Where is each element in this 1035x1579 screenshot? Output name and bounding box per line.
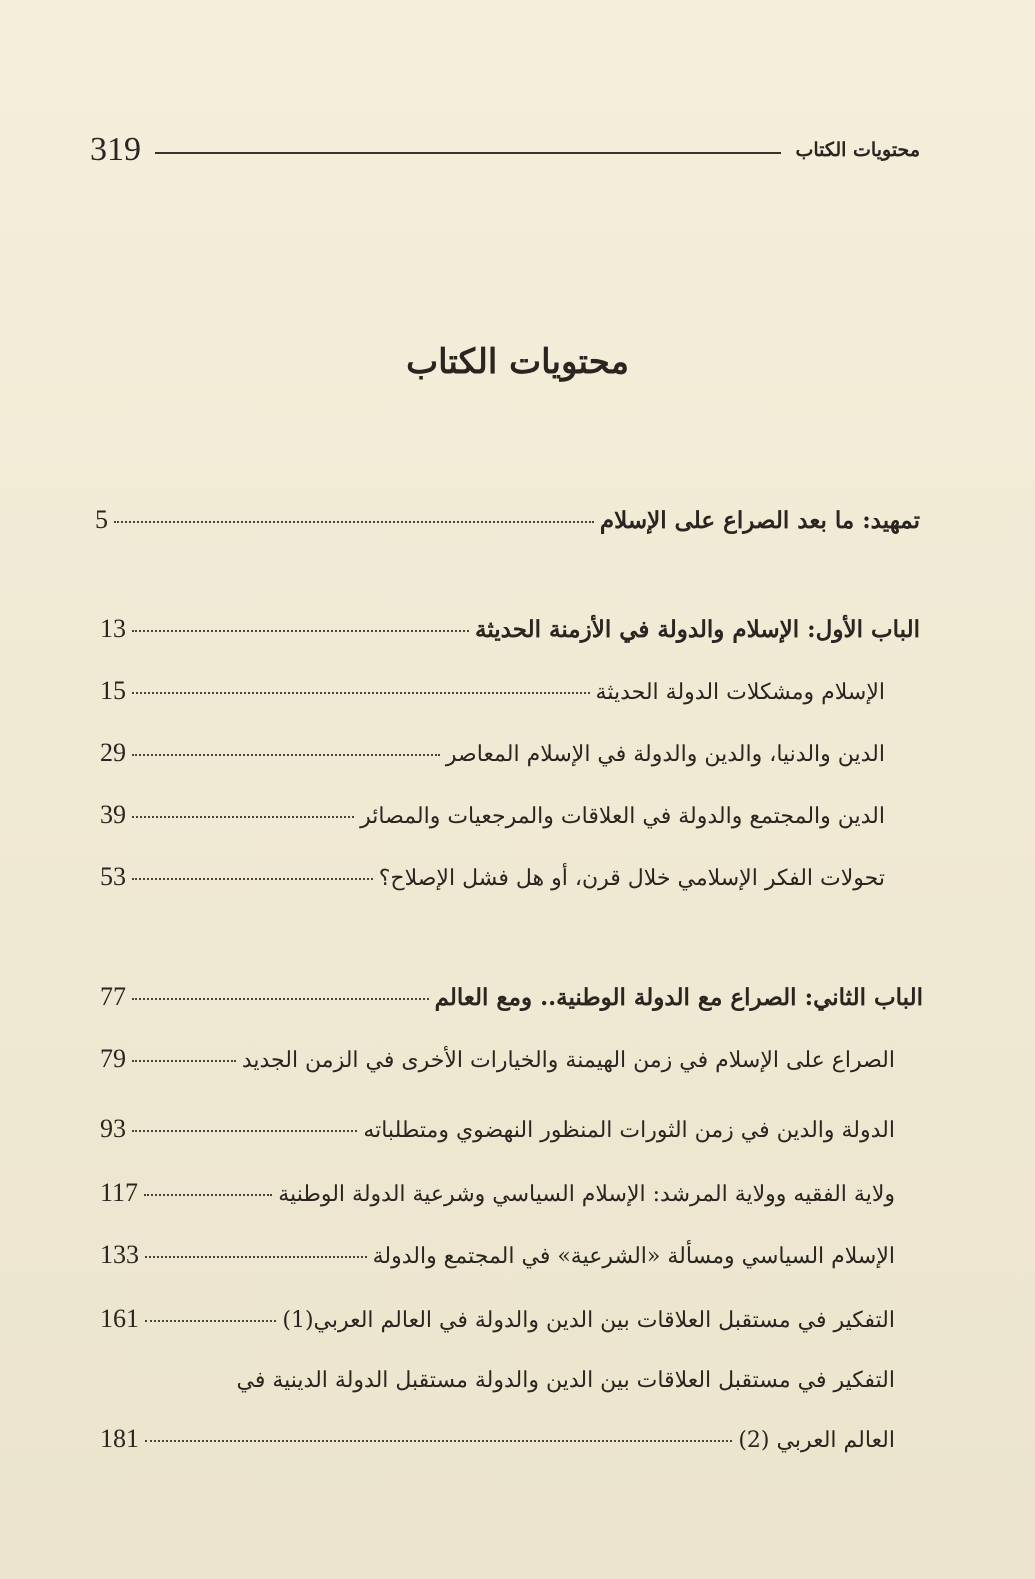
toc-page-number: 79 <box>100 1044 126 1073</box>
dot-leader <box>132 692 590 694</box>
dot-leader <box>132 630 469 632</box>
toc-page-number: 5 <box>95 505 108 534</box>
toc-label: الإسلام السياسي ومسألة «الشرعية» في المجتمع والدولة <box>372 1244 895 1269</box>
toc-label: تمهيد: ما بعد الصراع على الإسلام <box>599 507 920 534</box>
dot-leader <box>132 1060 236 1062</box>
dot-leader <box>132 1130 357 1132</box>
dot-leader <box>132 998 429 1000</box>
dot-leader <box>132 878 373 880</box>
toc-page-number: 77 <box>100 982 126 1011</box>
page-title: محتويات الكتاب <box>406 342 629 382</box>
toc-entry-chapter <box>100 862 885 892</box>
toc-page-number: 13 <box>100 614 126 643</box>
dot-leader <box>145 1256 367 1258</box>
dot-leader <box>132 754 440 756</box>
toc-label: العالم العربي (2) <box>738 1428 895 1453</box>
dot-leader <box>145 1320 276 1322</box>
header-page-number: 319 <box>90 131 141 168</box>
toc-entry-part2 <box>100 982 923 1012</box>
toc-label: الإسلام ومشكلات الدولة الحديثة <box>595 680 885 705</box>
toc-page-number: 181 <box>100 1424 139 1453</box>
toc-page-number: 93 <box>100 1114 126 1143</box>
toc-entry-chapter <box>100 800 885 830</box>
toc-entry-chapter <box>100 676 885 706</box>
toc-page-number: 161 <box>100 1304 139 1333</box>
toc-entry-chapter <box>100 1304 895 1334</box>
toc-page-number: 53 <box>100 862 126 891</box>
header-title: محتويات الكتاب <box>795 139 920 161</box>
toc-label: الدين والدنيا، والدين والدولة في الإسلام المعاصر <box>445 742 885 767</box>
toc-entry-chapter <box>100 1044 895 1074</box>
toc-entry-chapter <box>100 738 885 768</box>
toc-entry-intro <box>95 505 920 535</box>
dot-leader <box>144 1194 272 1196</box>
toc-label: ولاية الفقيه وولاية المرشد: الإسلام السياسي وشرعية الدولة الوطنية <box>278 1182 895 1207</box>
toc-page-number: 117 <box>100 1178 139 1207</box>
toc-page-number: 15 <box>100 676 126 705</box>
toc-entry-chapter <box>100 1178 895 1208</box>
running-header <box>90 125 920 175</box>
toc-label: الباب الثاني: الصراع مع الدولة الوطنية.. ومع العالم <box>434 984 923 1011</box>
toc-page-number: 133 <box>100 1240 139 1269</box>
header-rule <box>155 152 781 154</box>
toc-entry-chapter <box>100 1424 895 1454</box>
toc-label: الصراع على الإسلام في زمن الهيمنة والخيارات الأخرى في الزمن الجديد <box>241 1048 895 1073</box>
dot-leader <box>132 816 354 818</box>
toc-page-number: 39 <box>100 800 126 829</box>
toc-entry-part1 <box>100 614 920 644</box>
toc-label: التفكير في مستقبل العلاقات بين الدين والدولة في العالم العربي(1) <box>282 1308 895 1333</box>
toc-entry-chapter-line1: التفكير في مستقبل العلاقات بين الدين والدولة مستقبل الدولة الدينية في <box>236 1368 895 1393</box>
toc-label: تحولات الفكر الإسلامي خلال قرن، أو هل فشل الإصلاح؟ <box>378 866 885 891</box>
toc-entry-chapter <box>100 1240 895 1270</box>
dot-leader <box>145 1440 732 1442</box>
dot-leader <box>114 521 594 523</box>
toc-page-number: 29 <box>100 738 126 767</box>
toc-label: الباب الأول: الإسلام والدولة في الأزمنة الحديثة <box>475 616 920 643</box>
toc-label: الدين والمجتمع والدولة في العلاقات والمرجعيات والمصائر <box>360 804 885 829</box>
toc-label: الدولة والدين في زمن الثورات المنظور النهضوي ومتطلباته <box>363 1118 895 1143</box>
toc-entry-chapter <box>100 1114 895 1144</box>
